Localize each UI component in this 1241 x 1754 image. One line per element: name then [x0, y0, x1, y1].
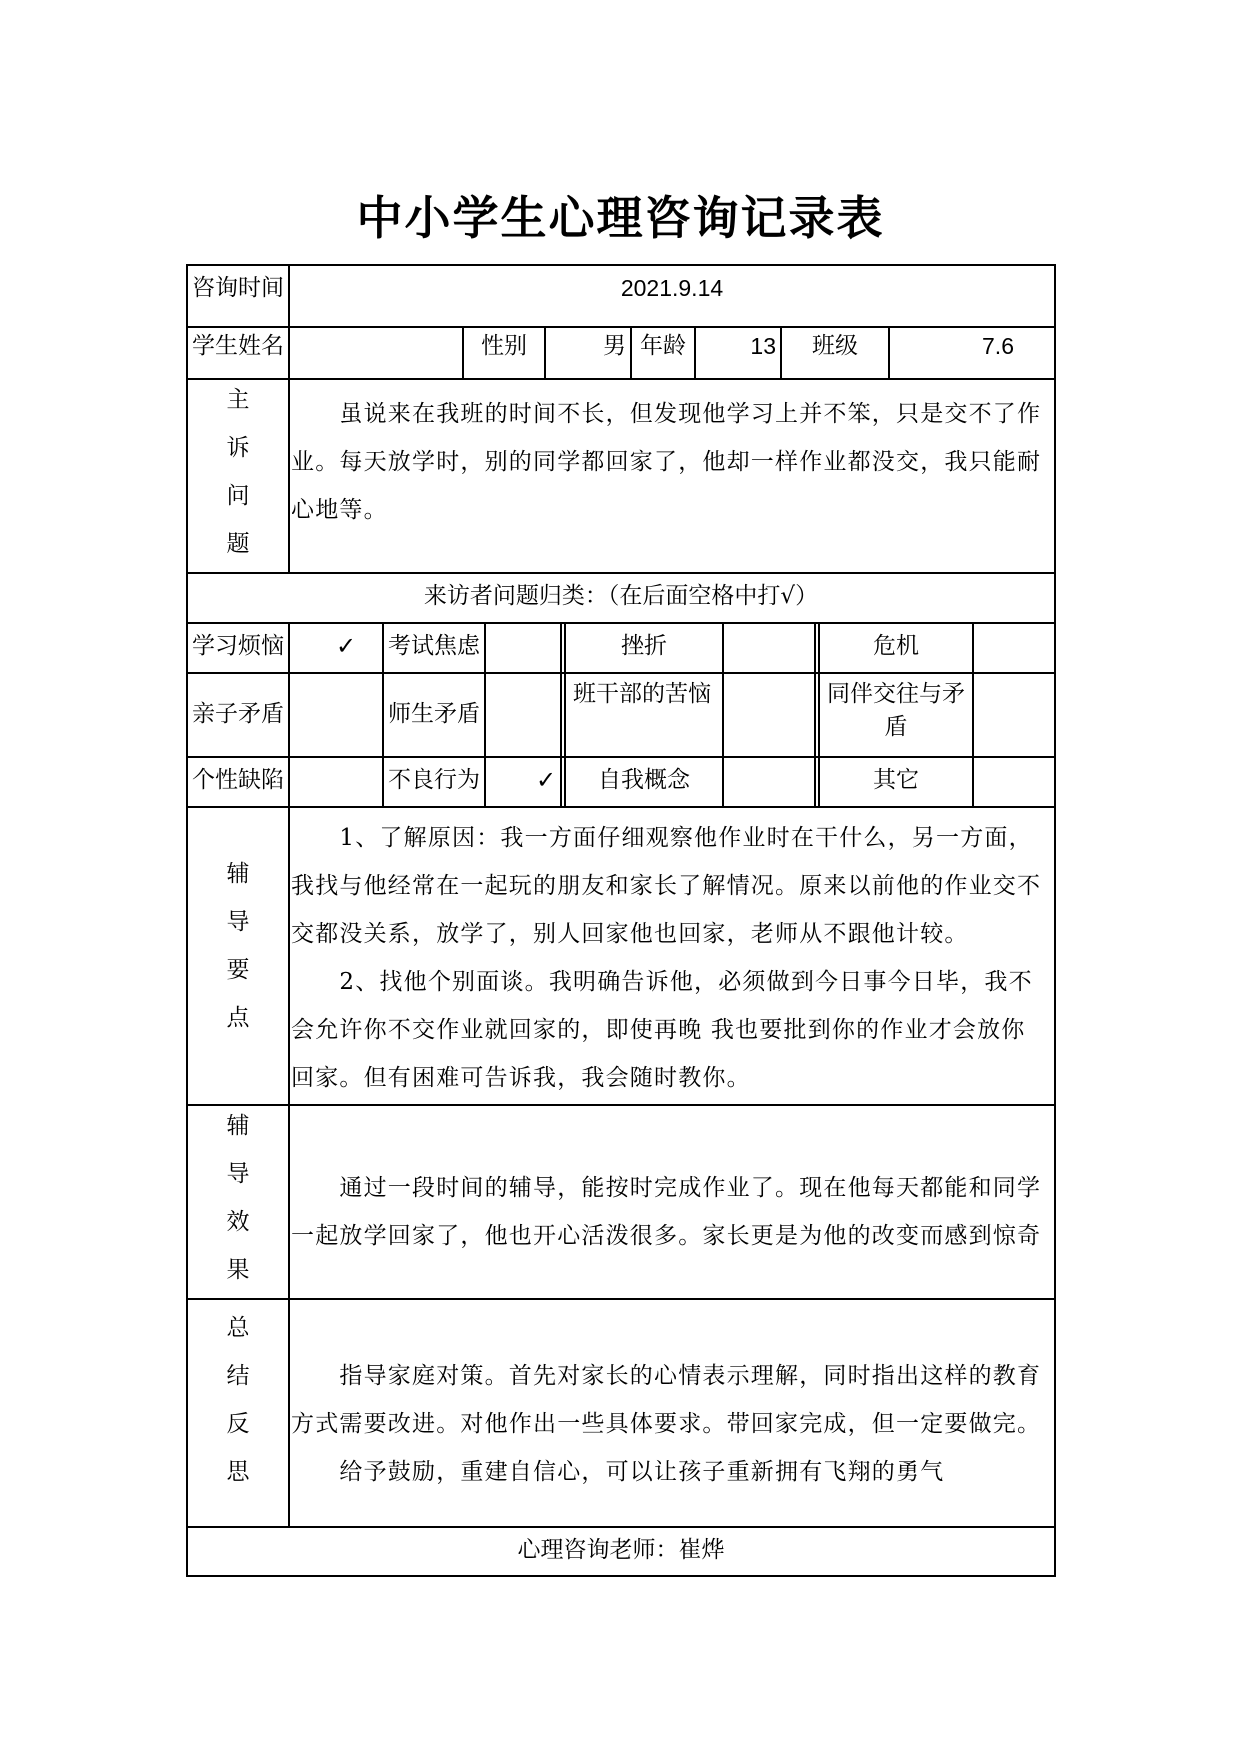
page-title: 中小学生心理咨询记录表 — [356, 191, 885, 245]
gender-label: 性别 — [481, 333, 527, 359]
category-personality-defect: 个性缺陷 — [192, 767, 284, 793]
row-divider — [186, 622, 1056, 624]
class-value: 7.6 — [982, 333, 1014, 359]
category-teacher-student-conflict: 师生矛盾 — [388, 701, 480, 727]
consult-time-label: 咨询时间 — [192, 275, 284, 301]
category-bad-behavior: 不良行为 — [388, 767, 480, 793]
check-bad-behavior[interactable]: ✓ — [536, 766, 557, 794]
effect-label: 辅 导 效 果 — [226, 1113, 250, 1283]
guidance-label: 辅 导 要 点 — [226, 861, 250, 1031]
row-divider — [186, 672, 1056, 674]
student-name-label: 学生姓名 — [192, 333, 284, 359]
effect-text: 通过一段时间的辅导，能按时完成作业了。现在他每天都能和同学 一起放学回家了，他也开心活泼很多。家长更是为他的改变而感到惊奇 — [291, 1175, 1042, 1249]
summary-label: 总 结 反 思 — [226, 1315, 250, 1485]
class-label: 班级 — [812, 333, 858, 359]
category-parent-child-conflict: 亲子矛盾 — [192, 701, 284, 727]
col-divider — [722, 622, 724, 806]
col-divider — [560, 622, 562, 806]
row-divider — [186, 1104, 1056, 1106]
border-right — [1054, 264, 1056, 1577]
row-divider — [186, 572, 1056, 574]
category-peer-relations: 同伴交往与矛盾 — [827, 681, 965, 740]
gender-value: 男 — [603, 333, 626, 359]
row-divider — [186, 378, 1056, 380]
complaint-label: 主 诉 问 题 — [226, 387, 250, 557]
row-divider — [186, 806, 1056, 808]
category-frustration: 挫折 — [621, 633, 667, 659]
col-divider — [814, 622, 816, 806]
border-bottom — [186, 1575, 1056, 1577]
check-study-worry[interactable]: ✓ — [336, 632, 357, 660]
row-divider — [186, 326, 1056, 328]
counselor-signature — [188, 1534, 1054, 1566]
col-divider — [972, 622, 974, 806]
counselor-label: 心理咨询老师： — [517, 1537, 679, 1563]
consult-time-value: 2021.9.14 — [620, 275, 724, 301]
category-crisis: 危机 — [873, 633, 919, 659]
summary-text: 指导家庭对策。首先对家长的心情表示理解，同时指出这样的教育 方式需要改进。对他作出一些具体要求。带回家完成，但一定要做完。 给予鼓励，重建自信心，可以让孩子重新拥有飞翔的勇气 — [291, 1363, 1042, 1485]
category-class-leader-trouble: 班干部的苦恼 — [573, 681, 711, 707]
category-other: 其它 — [873, 767, 919, 793]
row-divider — [186, 756, 1056, 758]
guidance-text: 1、了解原因：我一方面仔细观察他作业时在干什么，另一方面， 我找与他经常在一起玩的朋友和家长了解情况。原来以前他的作业交不 交都没关系，放学了，别人回家他也回家，老师从不跟他计较。 2、找他个别面谈。我明确告诉他，必须做到今日事今日毕，我不 会允许你不交作业就回家的，即使再晚 我也要批到你的作业才会放你 回家。但有困难可告诉我，我会随时教你。 — [291, 825, 1042, 1091]
complaint-text: 虽说来在我班的时间不长，但发现他学习上并不笨，只是交不了作 业。每天放学时，别的同学都回家了，他却一样作业都没交，我只能耐 心地等。 — [291, 401, 1042, 523]
col-divider — [288, 806, 290, 1526]
age-value: 13 — [750, 333, 776, 359]
col-divider — [288, 264, 290, 572]
category-exam-anxiety: 考试焦虑 — [388, 633, 480, 659]
counselor-name: 崔烨 — [678, 1537, 725, 1563]
age-label: 年龄 — [640, 333, 686, 359]
col-divider — [288, 622, 290, 806]
classification-header: 来访者问题归类：（在后面空格中打√） — [423, 583, 819, 609]
col-divider — [484, 622, 486, 806]
consultation-form — [186, 264, 1056, 1577]
category-self-concept: 自我概念 — [598, 767, 690, 793]
border-top — [186, 264, 1056, 266]
row-divider — [186, 1298, 1056, 1300]
row-divider — [186, 1526, 1056, 1528]
category-study-worry: 学习烦恼 — [192, 633, 284, 659]
